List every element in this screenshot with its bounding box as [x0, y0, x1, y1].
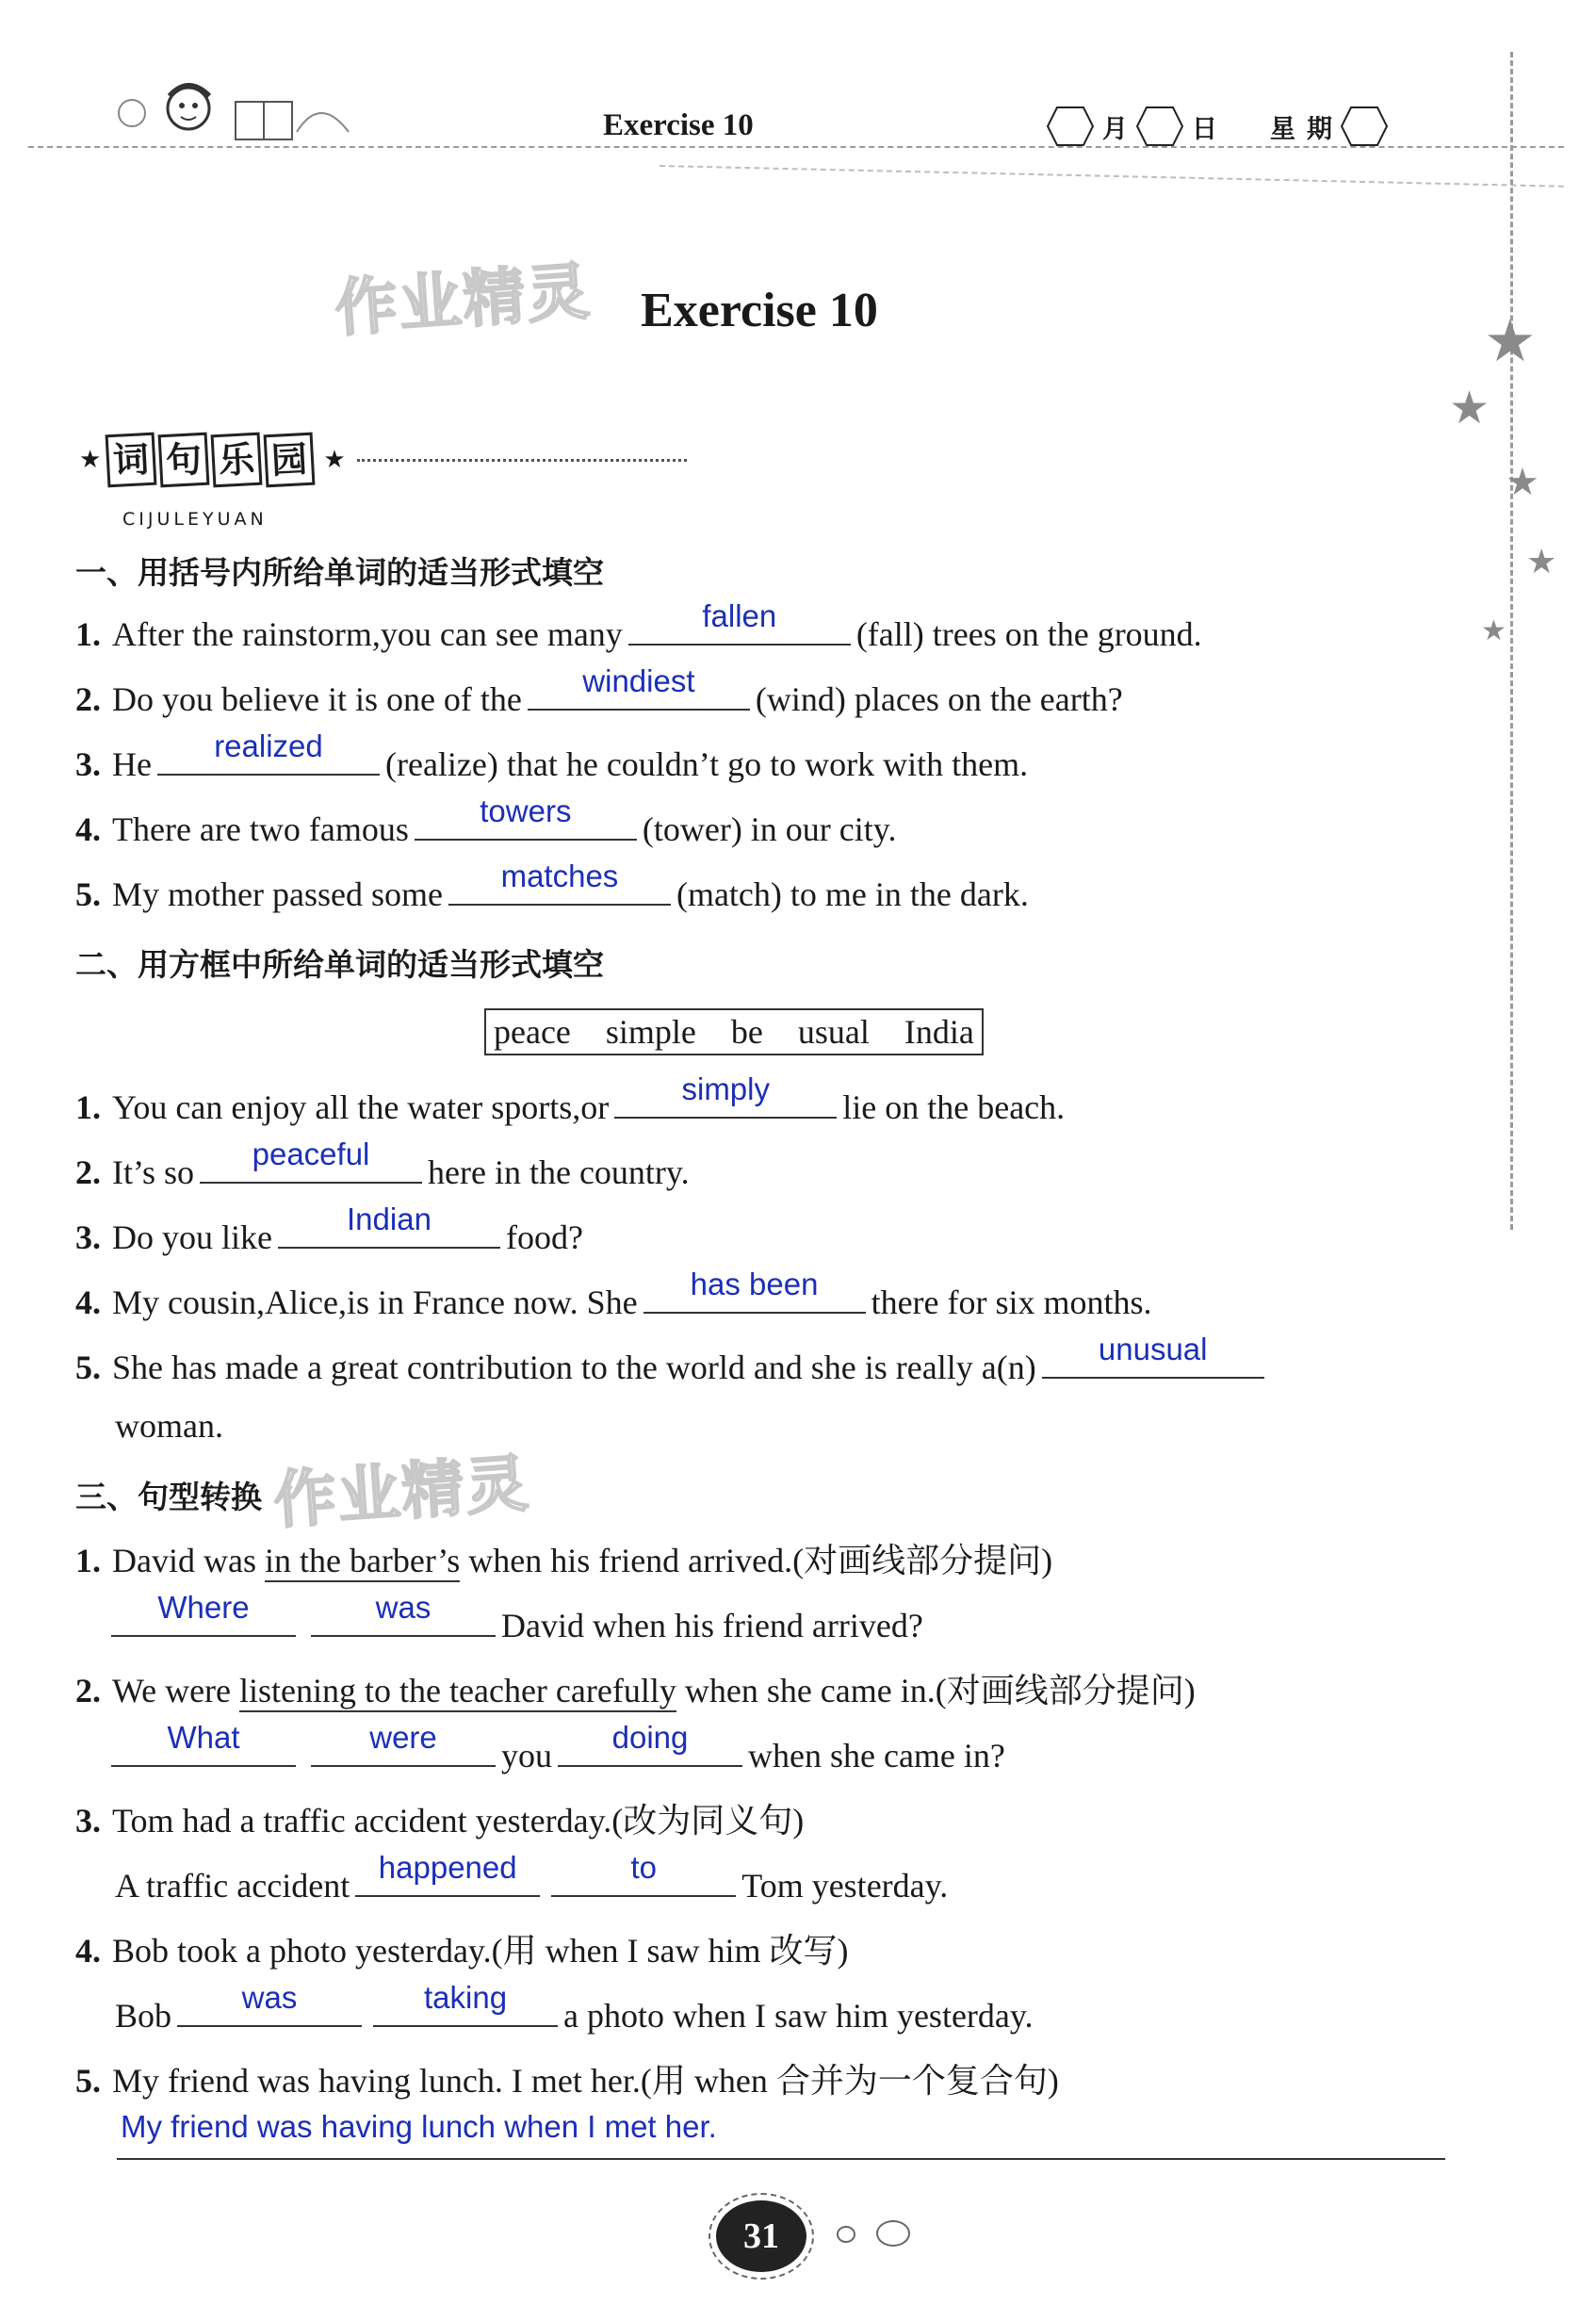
part1-item	[75, 793, 897, 849]
star-icon: ★	[1506, 461, 1539, 503]
answer-blank[interactable]	[311, 1590, 496, 1637]
banner-subtitle: CIJULEYUAN	[122, 509, 268, 530]
part3-question	[75, 2054, 1059, 2102]
item-text: My friend was having lunch. I met her.(用 when 合并为一个复合句)	[112, 2062, 1059, 2100]
star-icon: ★	[1481, 615, 1506, 646]
star-icon: ★	[1484, 310, 1537, 374]
item-text: (realize) that he couldn’t go to work with them.	[384, 745, 1029, 783]
header-divider	[28, 146, 1564, 148]
answer-text: What	[167, 1720, 240, 1755]
part2-item	[75, 1136, 690, 1192]
item-number: 1.	[75, 1542, 101, 1579]
part2-item	[75, 1332, 1270, 1387]
answer-text: simply	[681, 1071, 770, 1106]
answer-text: was	[241, 1980, 298, 2015]
header-divider-slanted	[660, 165, 1564, 188]
page-title: Exercise 10	[641, 284, 878, 337]
part2-item	[75, 1202, 583, 1257]
item-text: here in the country.	[428, 1153, 690, 1191]
part3-answer-line	[111, 1590, 923, 1645]
item-number: 1.	[75, 615, 101, 653]
answer-blank[interactable]	[415, 793, 637, 841]
item-text: (tower) in our city.	[642, 810, 897, 848]
answer-text: towers	[480, 793, 572, 828]
part3-answer-line	[115, 1980, 1034, 2036]
part2-item	[75, 1071, 1066, 1127]
header-title: Exercise 10	[603, 108, 754, 142]
weekday-input-box[interactable]	[1340, 106, 1389, 147]
answer-blank[interactable]	[200, 1136, 422, 1184]
item-number: 3.	[75, 1218, 101, 1256]
underlined-phrase: in the barber’s	[265, 1541, 460, 1582]
answer-blank[interactable]	[448, 858, 671, 906]
part1-item	[75, 663, 1123, 719]
month-label: 月	[1102, 114, 1128, 144]
answer-text: taking	[423, 1980, 508, 2015]
day-input-box[interactable]	[1135, 106, 1184, 147]
answer-text: Indian	[347, 1202, 432, 1236]
banner-char: 句	[158, 433, 210, 488]
item-text: a photo when I saw him yesterday.	[563, 1997, 1034, 2035]
item-text: A traffic accident	[115, 1867, 350, 1905]
part1-item	[75, 858, 1029, 914]
word-box: peace simple be usual India	[484, 1008, 984, 1055]
item-text: Bob took a photo yesterday.(用 when I saw him 改写)	[112, 1932, 849, 1970]
answer-blank[interactable]	[278, 1202, 500, 1249]
item-text: Bob	[115, 1997, 172, 2035]
item-number: 4.	[75, 810, 101, 848]
item-text: My mother passed some	[112, 875, 443, 913]
item-text: There are two famous	[112, 810, 409, 848]
star-icon: ★	[79, 446, 102, 473]
bubble-icon	[876, 2220, 910, 2247]
date-fields	[1046, 106, 1389, 147]
answer-blank[interactable]	[643, 1267, 866, 1314]
answer-text: was	[375, 1590, 432, 1625]
item-text: you	[501, 1737, 552, 1774]
item-text: (fall) trees on the ground.	[855, 615, 1202, 653]
item-text: food?	[505, 1218, 583, 1256]
star-icon: ★	[1526, 543, 1557, 580]
answer-blank[interactable]	[373, 1980, 558, 2027]
item-number: 2.	[75, 1153, 101, 1191]
answer-line[interactable]	[117, 2158, 1445, 2160]
answer-text: My friend was having lunch when I met her.	[121, 2109, 717, 2144]
answer-text: windiest	[582, 663, 695, 698]
item-text: After the rainstorm,you can see many	[112, 615, 623, 653]
banner-char: 乐	[211, 433, 263, 488]
answer-blank[interactable]	[1042, 1332, 1264, 1379]
part2-item	[75, 1267, 1152, 1322]
part2-item-continuation	[115, 1406, 223, 1446]
answer-text: fallen	[702, 598, 777, 633]
answer-blank[interactable]	[628, 598, 851, 646]
item-text: He	[112, 745, 152, 783]
section-banner	[73, 433, 687, 486]
item-text: Do you believe it is one of the	[112, 680, 522, 718]
answer-text: peaceful	[252, 1136, 370, 1171]
item-number: 2.	[75, 680, 101, 718]
item-text: Tom had a traffic accident yesterday.(改为同义句)	[112, 1802, 805, 1840]
answer-blank[interactable]	[614, 1071, 837, 1119]
item-number: 4.	[75, 1284, 101, 1321]
item-text: David when his friend arrived?	[501, 1607, 923, 1644]
item-number: 4.	[75, 1932, 101, 1970]
mascot-reading-icon	[104, 75, 367, 151]
part3-answer-line	[111, 1720, 1005, 1775]
answer-blank[interactable]	[528, 663, 750, 711]
item-text: David was	[112, 1542, 256, 1579]
banner-char: 园	[264, 433, 316, 488]
part3-question	[75, 1794, 804, 1842]
banner-char: 词	[106, 433, 157, 488]
item-text: (wind) places on the earth?	[755, 680, 1123, 718]
underlined-phrase: listening to the teacher carefully	[239, 1671, 676, 1712]
answer-text: Where	[157, 1590, 250, 1625]
star-icon: ★	[323, 446, 346, 473]
margin-dashed-line	[1510, 52, 1513, 1230]
item-text: My cousin,Alice,is in France now. She	[112, 1284, 638, 1321]
answer-text: to	[630, 1850, 657, 1885]
watermark: 作业精灵	[271, 1447, 532, 1538]
answer-blank[interactable]	[558, 1720, 742, 1767]
answer-blank[interactable]	[551, 1850, 736, 1897]
weekday-label-2: 期	[1307, 114, 1332, 144]
part1-heading: 一、用括号内所给单词的适当形式填空	[75, 554, 604, 591]
item-number: 5.	[75, 1349, 101, 1386]
item-text: when his friend arrived.(对画线部分提问)	[468, 1542, 1053, 1579]
item-number: 5.	[75, 2062, 101, 2100]
part3-heading: 三、句型转换	[75, 1479, 262, 1515]
answer-text: unusual	[1098, 1332, 1208, 1366]
star-icon: ★	[1449, 384, 1490, 433]
answer-blank[interactable]	[311, 1720, 496, 1767]
item-text: We were	[112, 1672, 232, 1709]
item-text: You can enjoy all the water sports,or	[112, 1088, 610, 1126]
part1-item	[75, 728, 1029, 784]
answer-blank[interactable]	[111, 1590, 296, 1637]
part3-question	[75, 1534, 1052, 1582]
item-text: when she came in?	[748, 1737, 1005, 1774]
item-text: (match) to me in the dark.	[676, 875, 1029, 913]
part2-heading: 二、用方框中所给单词的适当形式填空	[75, 946, 604, 983]
item-text: lie on the beach.	[842, 1088, 1066, 1126]
item-number: 5.	[75, 875, 101, 913]
part3-answer-line	[115, 1850, 949, 1905]
answer-text: realized	[214, 728, 323, 763]
item-text: Tom yesterday.	[741, 1867, 949, 1905]
answer-text: matches	[500, 858, 619, 893]
item-text: Do you like	[112, 1218, 272, 1256]
answer-text: doing	[611, 1720, 689, 1755]
part3-question	[75, 1664, 1196, 1712]
item-text: there for six months.	[871, 1284, 1152, 1321]
answer-text: were	[369, 1720, 437, 1755]
item-number: 1.	[75, 1088, 101, 1126]
banner-dotted-rule	[357, 459, 687, 462]
item-text: when she came in.(对画线部分提问)	[684, 1672, 1196, 1709]
page-number: 31	[716, 2200, 806, 2272]
item-number: 2.	[75, 1672, 101, 1709]
watermark: 作业精灵	[333, 254, 594, 346]
item-text: It’s so	[112, 1153, 195, 1191]
part3-question	[75, 1924, 849, 1972]
part1-item	[75, 598, 1202, 654]
item-number: 3.	[75, 1802, 101, 1840]
answer-text: happened	[378, 1850, 517, 1885]
answer-blank[interactable]	[157, 728, 380, 776]
weekday-label-1: 星	[1270, 114, 1295, 144]
month-input-box[interactable]	[1046, 106, 1095, 147]
item-number: 3.	[75, 745, 101, 783]
answer-blank[interactable]	[355, 1850, 540, 1897]
item-text: woman.	[115, 1407, 223, 1445]
answer-blank[interactable]	[177, 1980, 362, 2027]
answer-blank[interactable]	[111, 1720, 296, 1767]
day-label: 日	[1192, 114, 1217, 144]
answer-text: has been	[690, 1267, 819, 1301]
item-text: She has made a great contribution to the world and she is really a(n)	[112, 1349, 1036, 1386]
bubble-icon	[837, 2226, 855, 2243]
